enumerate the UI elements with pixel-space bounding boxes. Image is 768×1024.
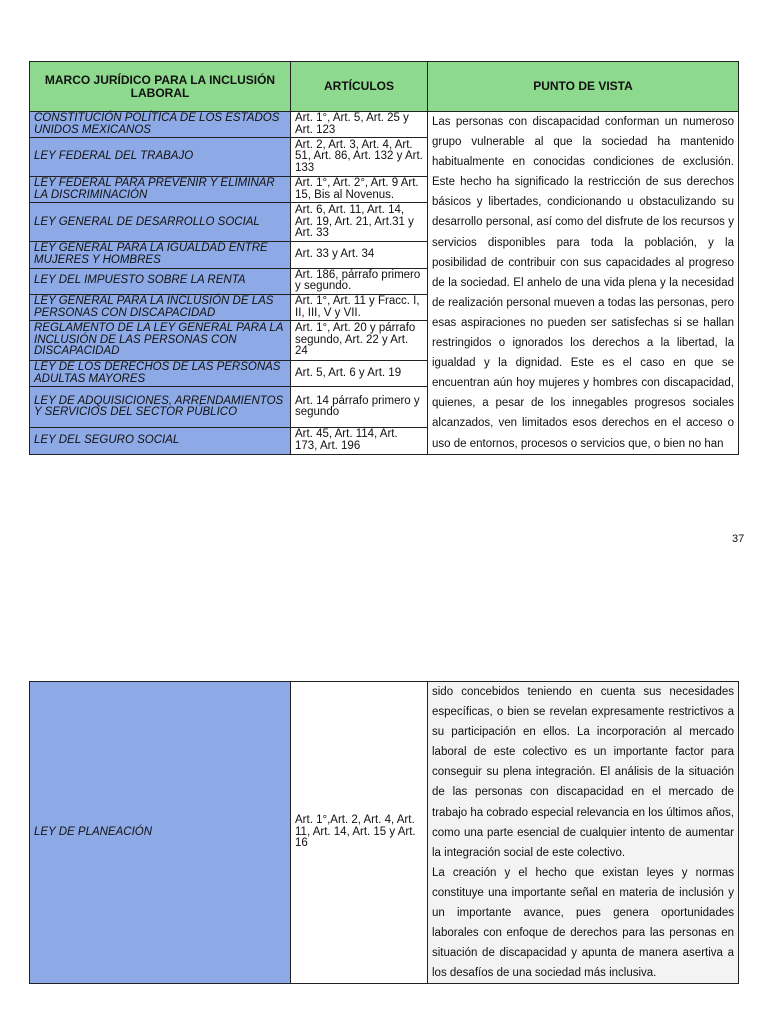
law-articles: Art. 2, Art. 3, Art. 4, Art. 51, Art. 86, Art. 132 y Art. 133 [291,138,428,177]
law-name: LEY DE PLANEACIÓN [30,682,291,984]
law-articles: Art. 33 y Art. 34 [291,242,428,268]
header-point-of-view: PUNTO DE VISTA [428,62,739,112]
law-articles: Art. 45, Art. 114, Art. 173, Art. 196 [291,428,428,455]
law-articles: Art. 5, Art. 6 y Art. 19 [291,361,428,387]
law-name: CONSTITUCIÓN POLÍTICA DE LOS ESTADOS UNIDOS MEXICANOS [30,112,291,138]
law-articles: Art. 1°, Art. 20 y párrafo segundo, Art. 22 y Art. 24 [291,321,428,361]
law-articles: Art. 1°, Art. 5, Art. 25 y Art. 123 [291,112,428,138]
law-name: LEY GENERAL PARA LA INCLUSIÓN DE LAS PERSONAS CON DISCAPACIDAD [30,294,291,320]
header-articles: ARTÍCULOS [291,62,428,112]
law-name: REGLAMENTO DE LA LEY GENERAL PARA LA INCLUSIÓN DE LAS PERSONAS CON DISCAPACIDAD [30,321,291,361]
law-articles: Art. 1°, Art. 2°, Art. 9 Art. 15, Bis al Novenus. [291,177,428,203]
point-of-view-paragraph: La creación y el hecho que existan leyes y normas constituye una importante señal en materia de inclusión y un importante avance, pues genera oportunidades laborales con enfoque de derechos para las personas en situación de discapacidad y apunta de manera asertiva a los desafíos de una sociedad más inclusiva. [432,866,734,980]
law-name: LEY GENERAL PARA LA IGUALDAD ENTRE MUJERES Y HOMBRES [30,242,291,268]
law-name: LEY DE LOS DERECHOS DE LAS PERSONAS ADULTAS MAYORES [30,361,291,387]
table-header-row [30,62,739,112]
law-name: LEY DEL SEGURO SOCIAL [30,428,291,455]
law-name: LEY DE ADQUISICIONES, ARRENDAMIENTOS Y SERVICIOS DEL SECTOR PÚBLICO [30,387,291,428]
point-of-view-text: Las personas con discapacidad conforman un numeroso grupo vulnerable al que la sociedad ha mantenido habitualmente en conocidas condiciones de exclusión. Este hecho ha significado la restricción de sus derechos básicos y libertades, condicionando u obstaculizando su desarrollo personal, así como del disfrute de los recursos y servicios disponibles para toda la población, y la posibilidad de contribuir con sus capacidades al progreso de la sociedad. El anhelo de una vida plena y la necesidad de realización personal mueven a todas las personas, pero esas aspiraciones no pueden ser satisfechas si se hallan restringidos o ignorados los derechos a la libertad, la igualdad y la dignidad. Este es el caso en que se encuentran aún hoy mujeres y hombres con discapacidad, quienes, a pesar de los innegables progresos sociales alcanzados, ven limitados esos derechos en el acceso o uso de entornos, procesos o servicios que, o bien no han [428,112,739,455]
header-legal-framework: MARCO JURÍDICO PARA LA INCLUSIÓN LABORAL [30,62,291,112]
law-articles: Art. 1°,Art. 2, Art. 4, Art. 11, Art. 14, Art. 15 y Art. 16 [291,682,428,984]
law-name: LEY FEDERAL PARA PREVENIR Y ELIMINAR LA DISCRIMINACIÓN [30,177,291,203]
law-articles: Art. 186, párrafo primero y segundo. [291,268,428,294]
point-of-view-text-continued [428,682,739,984]
legal-framework-table [29,61,739,455]
law-name: LEY GENERAL DE DESARROLLO SOCIAL [30,203,291,242]
table-row [30,682,739,984]
legal-framework-table-continued [29,681,739,984]
law-articles: Art. 14 párrafo primero y segundo [291,387,428,428]
page-number: 37 [732,533,745,545]
law-name: LEY DEL IMPUESTO SOBRE LA RENTA [30,268,291,294]
law-name: LEY FEDERAL DEL TRABAJO [30,138,291,177]
law-articles: Art. 1°, Art. 11 y Fracc. I, II, III, V y VII. [291,294,428,320]
law-articles: Art. 6, Art. 11, Art. 14, Art. 19, Art. 21, Art.31 y Art. 33 [291,203,428,242]
point-of-view-paragraph: sido concebidos teniendo en cuenta sus necesidades específicas, o bien se revelan expresamente restrictivos a su participación en ellos. La incorporación al mercado laboral de este colectivo es un importante factor para conseguir su plena integración. El análisis de la situación de las personas con discapacidad en el mercado de trabajo ha cobrado especial relevancia en los últimos años, como una parte esencial de cualquier intento de aumentar la integración social de este colectivo. [432,686,734,859]
table-row [30,112,739,138]
